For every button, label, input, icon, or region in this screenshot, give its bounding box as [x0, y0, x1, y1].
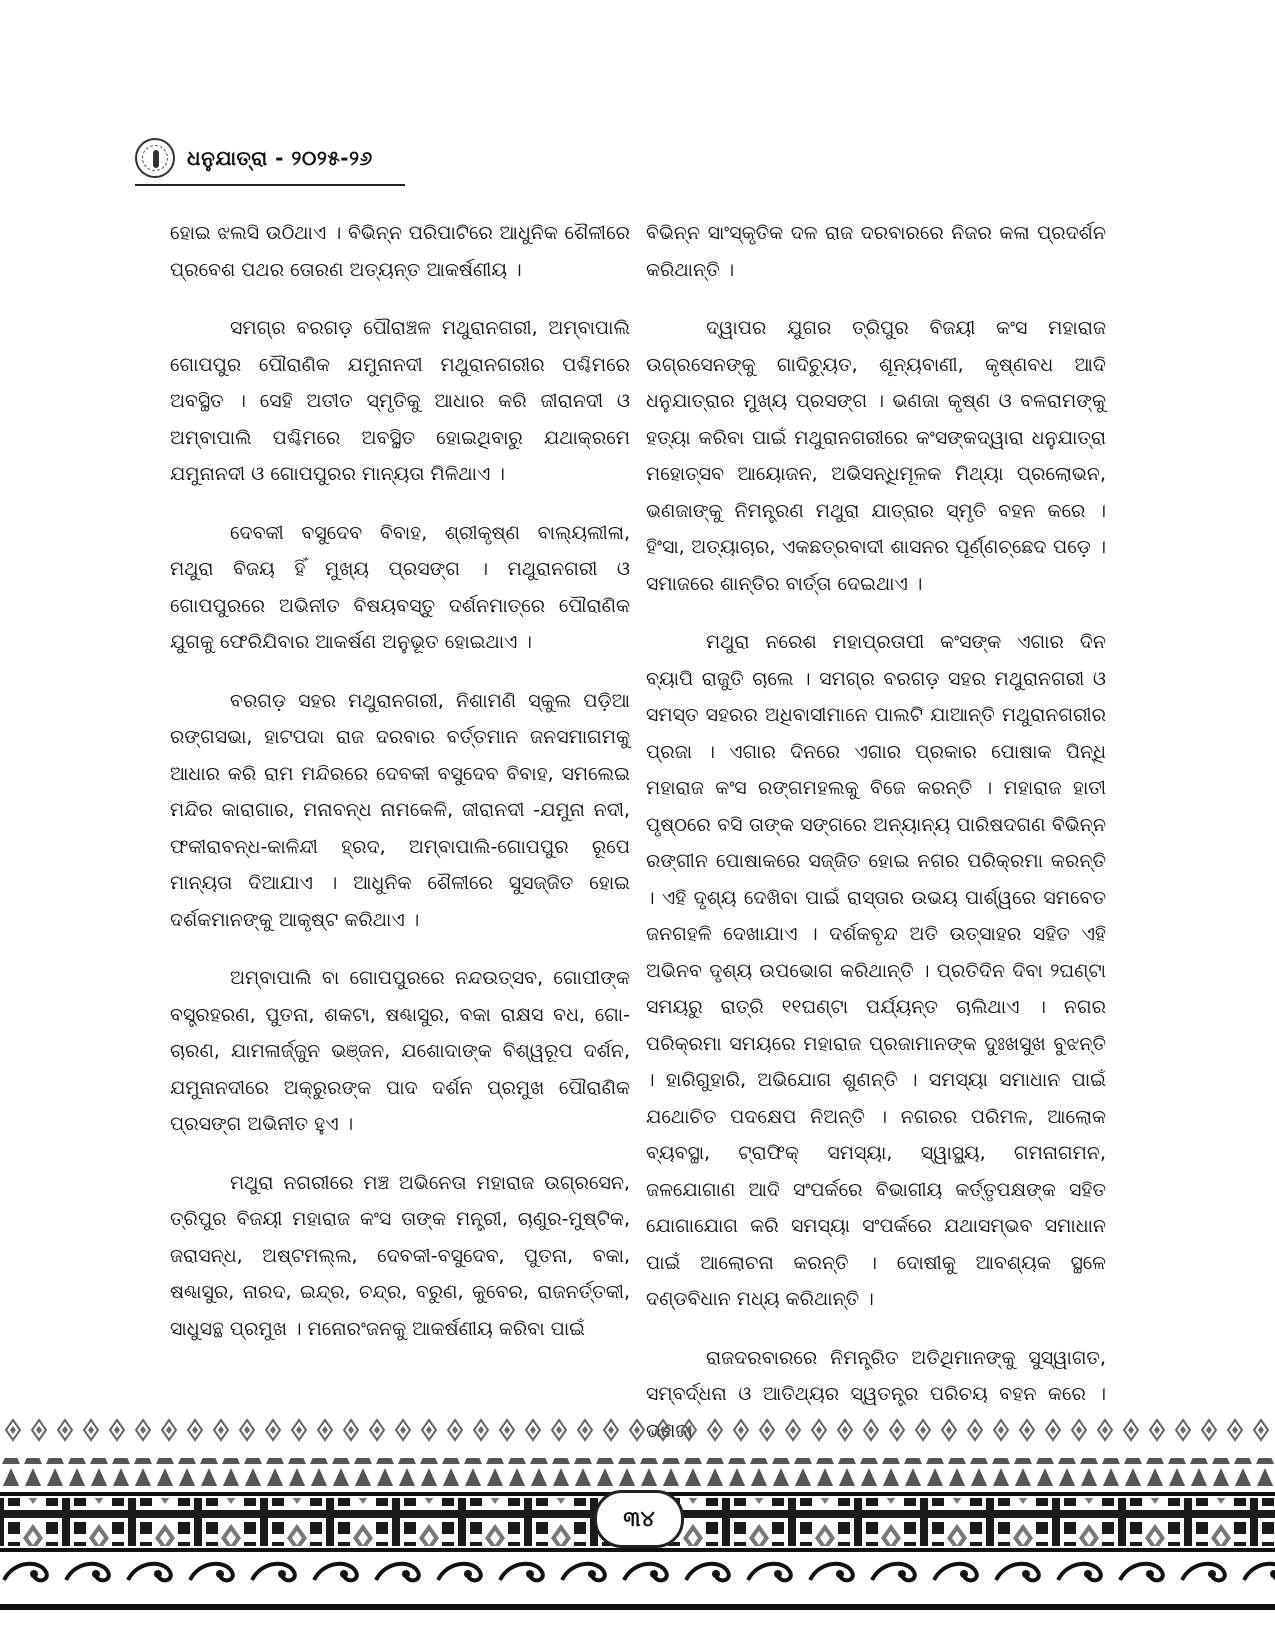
emblem-seal-icon — [135, 138, 175, 178]
paragraph: ମଥୁରା ନରେଶ ମହାପ୍ରତାପୀ କଂସଙ୍କ ଏଗାର ଦିନ ବ୍ୟାପି ରାଜୁତି ଚାଲେ । ସମଗ୍ର ବରଗଡ଼ ସହର ମଥୁରାନଗରୀ ଓ ସମସ୍ତ ସହରର ଅଧିବାସୀମାନେ ପାଲଟି ଯାଆନ୍ତି ମଥୁରାନଗରୀର ପ୍ରଜା । ଏଗାର ଦିନରେ ଏଗାର ପ୍ରକାର ପୋଷାକ ପିନ୍ଧି ମହାରାଜ କଂସ ରଙ୍ଗମହଲକୁ ବିଜେ କରନ୍ତି । ମହାରାଜ ହାତୀ ପୃଷ୍ଠରେ ବସି ତାଙ୍କ ସଙ୍ଗରେ ଅନ୍ୟାନ୍ୟ ପାରିଷଦଗଣ ବିଭିନ୍ନ ରଙ୍ଗୀନ ପୋଷାକରେ ସଜ୍ଜିତ ହୋଇ ନଗର ପରିକ୍ରମା କରନ୍ତି । ଏହି ଦୃଶ୍ୟ ଦେଖିବା ପାଇଁ ରାସ୍ତାର ଉଭୟ ପାର୍ଶ୍ୱରେ ସମବେତ ଜନଗହଳି ଦେଖାଯାଏ । ଦର୍ଶକବୃନ୍ଦ ଅତି ଉତ୍ସାହର ସହିତ ଏହି ଅଭିନବ ଦୃଶ୍ୟ ଉପଭୋଗ କରିଥାନ୍ତି । ପ୍ରତିଦିନ ଦିବା ୨ଘଣ୍ଟା ସମୟରୁ ରାତ୍ରି ୧୧ଘଣ୍ଟା ପର୍ଯ୍ୟନ୍ତ ଚାଲିଥାଏ । ନଗର ପରିକ୍ରମା ସମୟରେ ମହାରାଜ ପ୍ରଜାମାନଙ୍କ ଦୁଃଖସୁଖ ବୁଝନ୍ତି । ହାରିଗୁହାରି, ଅଭିଯୋଗ ଶୁଣନ୍ତି । ସମସ୍ୟା ସମାଧାନ ପାଇଁ ଯଥୋଚିତ ପଦକ୍ଷେପ ନିଅନ୍ତି । ନଗରର ପରିମଳ, ଆଲୋକ ବ୍ୟବସ୍ଥା, ଟ୍ରାଫିକ୍ ସମସ୍ୟା, ସ୍ୱାସ୍ଥ୍ୟ, ଗମନାଗମନ, ଜଳଯୋଗାଣ ଆଦି ସଂପର୍କରେ ବିଭାଗୀୟ କର୍ତ୍ତୃପକ୍ଷଙ୍କ ସହିତ ଯୋଗାଯୋଗ କରି ସମସ୍ୟା ସଂପର୍କରେ ଯଥାସମ୍ଭବ ସମାଧାନ ପାଇଁ ଆଲୋଚନା କରନ୍ତି । ଦୋଷୀକୁ ଆବଶ୍ୟକ ସ୍ଥଳେ ଦଣ୍ଡବିଧାନ ମଧ୍ୟ କରିଥାନ୍ତି । — [646, 631, 1106, 1310]
left-column — [170, 215, 630, 1369]
page-number: ୩୪ — [594, 1490, 684, 1548]
paragraph: ରାଜଦରବାରରେ ନିମନ୍ତ୍ରିତ ଅତିଥିମାନଙ୍କୁ ସୁସ୍ୱାଗତ, ସମ୍ବର୍ଦ୍ଧନା ଓ ଆତିଥ୍ୟର ସ୍ୱତନ୍ତ୍ର ପରିଚୟ ବହନ କରେ । — [646, 1346, 1106, 1405]
right-column — [646, 215, 1106, 1471]
paragraph: ଦ୍ୱାପର ଯୁଗର ତ୍ରିପୁର ବିଜୟୀ କଂସ ମହାରାଜ ଉଗ୍ରସେନଙ୍କୁ ଗାଦିଚ୍ୟୁତ, ଶୂନ୍ୟବାଣୀ, କୃଷ୍ଣବଧ ଆଦି ଧନୁଯାତ୍ରାର ମୁଖ୍ୟ ପ୍ରସଙ୍ଗ । ଭଣଜା କୃଷ୍ଣ ଓ ବଳରାମଙ୍କୁ ହତ୍ୟା କରିବା ପାଇଁ ମଥୁରାନଗରୀରେ କଂସଙ୍କଦ୍ୱାରା ଧନୁଯାତ୍ରା ମହୋତ୍ସବ ଆୟୋଜନ, ଅଭିସନ୍ଧିମୂଳକ ମିଥ୍ୟା ପ୍ରଲୋଭନ, ଭଣଜାଙ୍କୁ ନିମନ୍ତ୍ରଣ ମଥୁରା ଯାତ୍ରାର ସ୍ମୃତି ବହନ କରେ । ହିଂସା, ଅତ୍ୟାଚାର, ଏକଛତ୍ରବାଦୀ ଶାସନର ପୂର୍ଣ୍ଣଚ୍ଛେଦ ପଡ଼େ । ସମାଜରେ ଶାନ୍ତିର ବାର୍ତ୍ତା ଦେଇଥାଏ । — [646, 317, 1106, 595]
paragraph: ଦେବକୀ ବସୁଦେବ ବିବାହ, ଶ୍ରୀକୃଷ୍ଣ ବାଲ୍ୟଲୀଳା, ମଥୁରା ବିଜୟ ହିଁ ମୁଖ୍ୟ ପ୍ରସଙ୍ଗ । ମଥୁରାନଗରୀ ଓ ଗୋପପୁରରେ ଅଭିନୀତ ବିଷୟବସ୍ତୁ ଦର୍ଶନମାତ୍ରେ ପୌରାଣିକ ଯୁଗକୁ ଫେରିଯିବାର ଆକର୍ଷଣ ଅନୁଭୂତ ହୋଇଥାଏ । — [170, 521, 630, 653]
page-header — [135, 136, 373, 180]
paragraph: ବରଗଡ଼ ସହର ମଥୁରାନଗରୀ, ନିଶାମଣି ସ୍କୁଲ ପଡ଼ିଆ ରଙ୍ଗସଭା, ହାଟପଦା ରାଜ ଦରବାର ବର୍ତ୍ତମାନ ଜନସମାଗମକୁ ଆଧାର କରି ରାମ ମନ୍ଦିରରେ ଦେବକୀ ବସୁଦେବ ବିବାହ, ସମଲେଇ ମନ୍ଦିର କାରାଗାର, ମନାବନ୍ଧ ନାମକେଳି, ଜୀରାନଦୀ -ଯମୁନା ନଦୀ, ଫକୀରାବନ୍ଧ-କାଳିନ୍ଦୀ ହ୍ରଦ, ଅମ୍ବାପାଲି-ଗୋପପୁର ରୂପେ ମାନ୍ୟତା ଦିଆଯାଏ । ଆଧୁନିକ ଶୈଳୀରେ ସୁସଜ୍ଜିତ ହୋଇ ଦର୍ଶକମାନଙ୍କୁ ଆକୃଷ୍ଟ କରିଥାଏ । — [170, 689, 630, 931]
header-title: ଧନୁଯାତ୍ରା - ୨୦୨୫-୨୬ — [187, 146, 373, 170]
paragraph: ମଥୁରା ନଗରୀରେ ମଞ୍ଚ ଅଭିନେତା ମହାରାଜ ଉଗ୍ରସେନ, ତ୍ରିପୁର ବିଜୟୀ ମହାରାଜ କଂସ ତାଙ୍କ ମନ୍ତ୍ରୀ, ଚାଣୁର-ମୁଷ୍ଟିକ, ଜରାସନ୍ଧ, ଅଷ୍ଟମଲ୍ଲ, ଦେବକୀ-ବସୁଦେବ, ପୁତନା, ବକା, ଷଣ୍ଢାସୁର, ନାରଦ, ଇନ୍ଦ୍ର, ଚନ୍ଦ୍ର, ବରୁଣ, କୁବେର, ରାଜନର୍ତ୍ତକୀ, ସାଧୁସନ୍ଥ ପ୍ରମୁଖ । ମନୋରଂଜନକୁ ଆକର୍ଷଣୀୟ କରିବା ପାଇଁ — [170, 1171, 630, 1340]
paragraph: ଅମ୍ବାପାଲି ବା ଗୋପପୁରରେ ନନ୍ଦଉତ୍ସବ, ଗୋପୀଙ୍କ ବସ୍ତ୍ରହରଣ, ପୁତନା, ଶକଟା, ଷଣ୍ଢାସୁର, ବକା ରାକ୍ଷସ ବଧ, ଗୋ-ଚାରଣ, ଯାମଳାର୍ଜ୍ଜୁନ ଭଞ୍ଜନ, ଯଶୋଦାଙ୍କ ବିଶ୍ୱରୂପ ଦର୍ଶନ, ଯମୁନାନଦୀରେ ଅକ୍ରୁରଙ୍କ ପାଦ ଦର୍ଶନ ପ୍ରମୁଖ ପୌରାଣିକ ପ୍ରସଙ୍ଗ ଅଭିନୀତ ହୁଏ । — [170, 967, 630, 1135]
header-divider — [135, 184, 405, 186]
paragraph: ସମଗ୍ର ବରଗଡ଼ ପୌରାଞ୍ଚଳ ମଥୁରାନଗରୀ, ଅମ୍ବାପାଲି ଗୋପପୁର ପୌରାଣିକ ଯମୁନାନଦୀ ମଥୁରାନଗରୀର ପଶ୍ଚିମରେ ଅବସ୍ଥିତ । ସେହି ଅତୀତ ସ୍ମୃତିକୁ ଆଧାର କରି ଜୀରାନଦୀ ଓ ଅମ୍ବାପାଲି ପଶ୍ଚିମରେ ଅବସ୍ଥିତ ହୋଇଥିବାରୁ ଯଥାକ୍ରମେ ଯମୁନାନଦୀ ଓ ଗୋପପୁରର ମାନ୍ୟତା ମିଳିଥାଏ । — [170, 317, 630, 485]
paragraph: ବିଭିନ୍ନ ସାଂସ୍କୃତିକ ଦଳ ରାଜ ଦରବାରରେ ନିଜର କଳା ପ୍ରଦର୍ଶନ କରିଥାନ୍ତି । — [646, 222, 1106, 281]
paragraph: ହୋଇ ଝଲସି ଉଠିଥାଏ । ବିଭିନ୍ନ ପରିପାଟିରେ ଆଧୁନିକ ଶୈଳୀରେ ପ୍ରବେଶ ପଥର ତୋରଣ ଅତ୍ୟନ୍ତ ଆକର୍ଷଣୀୟ । — [170, 222, 630, 281]
